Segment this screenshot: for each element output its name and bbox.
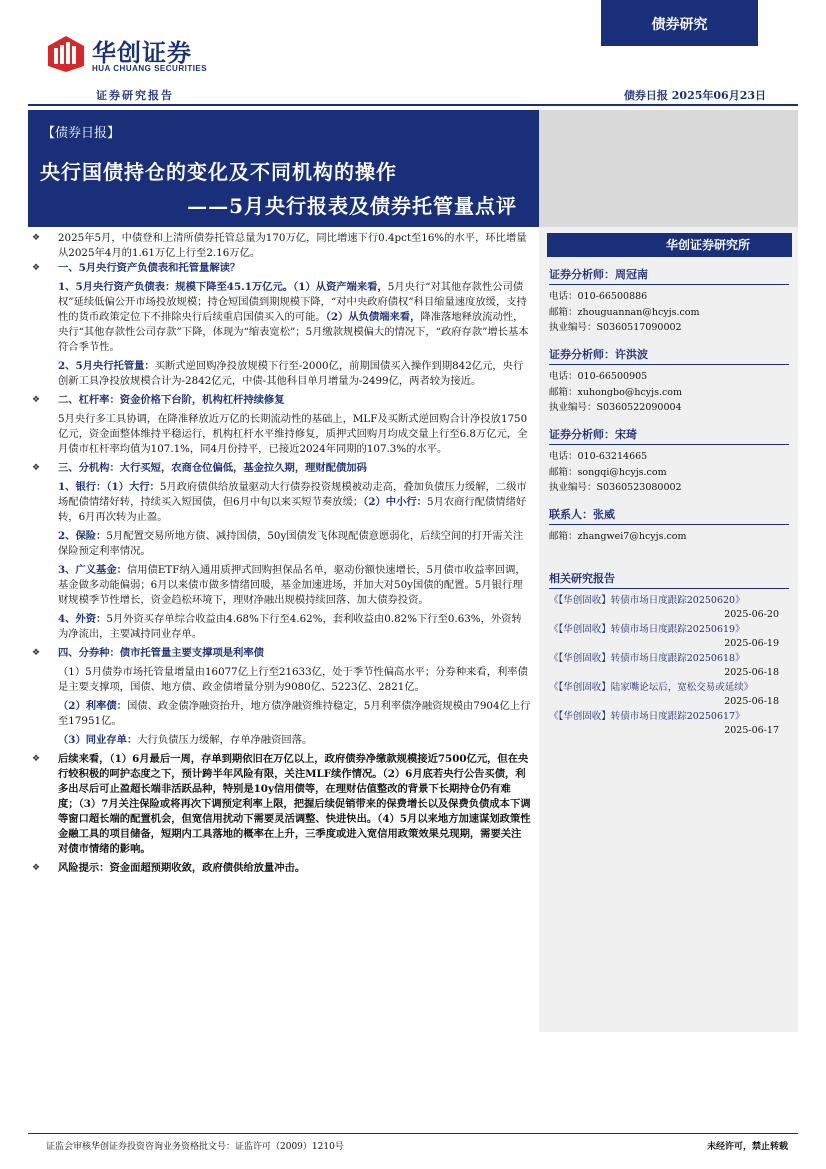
bullet-icon: ❖ bbox=[32, 263, 41, 273]
footer-license: 证监会审核华创证券投资咨询业务资格批文号：证监许可（2009）1210号 bbox=[46, 1142, 344, 1152]
contact-card: 联系人：张威 邮箱：zhangwei7@hcyjs.com bbox=[549, 506, 789, 545]
paragraph-1-2: 2、5月央行托管量：买断式逆回购净投放规模下行至-2000亿，前期国债买入操作到期842亿元，央行创新工具净投放规模合计为-2842亿元，中债-其他科目单月增量为-2499亿，两者较为接近。 bbox=[58, 360, 524, 387]
report-type-label: 证券研究报告 bbox=[96, 89, 174, 102]
paragraph-3-1: 1、银行：（1）大行：5月政府债供给放量驱动大行债券投资规模被动走高，叠加负债压力缓解，二级市场配债情绪好转，持续买入短国债，但6月中旬以来买短节奏放缓；（2）中小行：5月农商行配债情绪好转，6月再次转为止盈。 bbox=[58, 481, 527, 523]
header-rule bbox=[28, 104, 798, 106]
paragraph-2: 5月央行多工具协调，在降准释放近万亿的长期流动性的基础上，MLF及买断式逆回购合计净投放1750亿元，资金面整体维持平稳运行，机构杠杆水平维持修复，质押式回购月均成交量上行至6.8万亿元，全月债市杠杆率均值为107.1%，同4月份持平，已接近2024年同期的107.3%的水平。 bbox=[58, 413, 528, 455]
title-banner bbox=[28, 110, 539, 227]
related-report-link[interactable]: 《【华创固收】转债市场日度跟踪20250619》 bbox=[549, 624, 745, 635]
report-date-label: 债券日报 2025年06月23日 bbox=[623, 89, 766, 102]
paragraph-4-3: （3）同业存单：大行负债压力缓解，存单净融资回落。 bbox=[58, 734, 313, 746]
bullet-icon: ❖ bbox=[32, 754, 41, 764]
paragraph-3-3: 3、广义基金：信用债ETF纳入通用质押式回购担保品名单，驱动份额快速增长，5月债市收益率回调，基金做多动能偏弱；6月以来债市做多情绪回暖，基金加速进场，并加大对50y国债的配置。5月银行理财规模季节性增长，资金趋松环境下，理财净融出规模持续回落、加大债券投资。 bbox=[58, 564, 526, 606]
footer-notice: 未经许可，禁止转载 bbox=[706, 1142, 788, 1152]
related-reports: 相关研究报告 《【华创固收】转债市场日度跟踪20250620》 2025-06-20 《【华创固收】转债市场日度跟踪20250619》 2025-06-19 《【华创固收】转债市场日度跟踪20250618》 2025-06-18 《【华创固收】陆家嘴论坛后，宽松交易或延续》 2025-06-18 《【华创固收】转债市场日度跟踪20250617》 2025-06-17 bbox=[549, 570, 789, 738]
bullet-icon: ❖ bbox=[32, 233, 41, 243]
related-report-link[interactable]: 《【华创固收】陆家嘴论坛后，宽松交易或延续》 bbox=[549, 682, 754, 693]
logo-text-en: HUA CHUANG SECURITIES bbox=[92, 64, 208, 73]
banner-side-panel bbox=[539, 110, 798, 227]
bullet-icon: ❖ bbox=[32, 648, 41, 658]
section-heading-1: ❖ 一、5月央行资产负债表和托管量解读？ bbox=[32, 262, 241, 274]
outlook-paragraph: ❖ 后续来看，（1）6月最后一周，存单到期依旧在万亿以上，政府债券净缴款规模接近7500亿元，但在央行较积极的呵护态度之下，预计跨半年风险有限，关注MLF续作情况。（2）6月底若央行公告买债，利多出尽后可止盈超长端非活跃品种，特别是10y信用债等，在理财估值整改的背景下长期持仓仍有难度；（3）7月关注保险或将再次下调预定利率上限，把握后续促销带来的保费增长以及保费负债成本下调等窗口超长端的配置机会，但宽信用扰动下需要灵活调整、快进快出。（4）5月以来地方加速谋划政策性金融工具的项目储备，短期内工具落地的概率在上升，三季度或进入宽信用政策效果兑现期，需要关注对债市情绪的影响。 bbox=[32, 753, 531, 855]
analyst-email[interactable]: 邮箱：zhouguannan@hcyjs.com bbox=[549, 306, 700, 318]
paragraph-4-2: （2）利率债：国债、政金债净融资抬升，地方债净融资维持稳定，5月利率债净融资规模由7904亿上行至17951亿。 bbox=[58, 700, 531, 727]
section-heading-3: ❖ 三、分机构：大行买短，农商仓位偏低，基金拉久期，理财配债加码 bbox=[32, 462, 367, 474]
section-heading-4: ❖ 四、分券种：债市托管量主要支撑项是利率债 bbox=[32, 647, 264, 659]
analyst-email[interactable]: 邮箱：songqi@hcyjs.com bbox=[549, 466, 667, 478]
logo-text-cn: 华创证券 bbox=[92, 39, 192, 67]
company-logo-icon bbox=[46, 34, 86, 74]
bullet-icon: ❖ bbox=[32, 395, 41, 405]
related-report-link[interactable]: 《【华创固收】转债市场日度跟踪20250618》 bbox=[549, 653, 745, 664]
report-title: 央行国债持仓的变化及不同机构的操作 bbox=[40, 160, 397, 184]
analyst-email[interactable]: 邮箱：xuhongbo@hcyjs.com bbox=[549, 386, 683, 398]
report-subtitle: ——5月央行报表及债券托管量点评 bbox=[187, 194, 517, 218]
bullet-icon: ❖ bbox=[32, 863, 41, 873]
paragraph-1-1: 1、5月央行资产负债表：规模下降至45.1万亿元。（1）从资产端来看，5月央行“对其他存款性公司债权”延续低偏公开市场投放规模；持仓短国债到期规模下降，“对中央政府债权”科目缩量速度放缓，支持性的货币政策定位下不排除央行后续重启国债买入的可能。（2）从负债端来看，降准落地释放流动性，央行“其他存款性公司存款”下降，体现为“缩表宽松”；5月缴款规模偏大的情况下，“政府存款”增长基本符合季节性。 bbox=[58, 281, 529, 353]
contact-email[interactable]: 邮箱：zhangwei7@hcyjs.com bbox=[549, 531, 687, 542]
risk-warning: ❖ 风险提示：资金面超预期收敛，政府债供给放量冲击。 bbox=[32, 862, 306, 874]
paragraph-4-1: （1）5月债券市场托管量增量由16077亿上行至21633亿，处于季节性偏高水平；分券种来看，利率债是主要支撑项，国债、地方债、政金债增量分别为9080亿、5223亿、2821亿。 bbox=[58, 666, 528, 693]
report-tag: 【债券日报】 bbox=[42, 126, 121, 141]
related-report-link[interactable]: 《【华创固收】转债市场日度跟踪20250617》 bbox=[549, 711, 745, 722]
analyst-card-2: 证券分析师：许洪波 电话：010-66500905 邮箱：xuhongbo@hcyjs.com 执业编号：S0360522090004 bbox=[549, 346, 789, 416]
paragraph-3-2: 2、保险：5月配置交易所地方债、减持国债，50y国债发飞体现配债意愿弱化，后续空间的打开需关注保险预定利率情况。 bbox=[58, 530, 524, 557]
analyst-card-3: 证券分析师：宋琦 电话：010-63214665 邮箱：songqi@hcyjs.com 执业编号：S0360523080002 bbox=[549, 426, 789, 496]
institute-title: 华创证券研究所 bbox=[547, 233, 792, 257]
footer-rule bbox=[28, 1133, 798, 1134]
main-content bbox=[28, 231, 531, 876]
related-report-link[interactable]: 《【华创固收】转债市场日度跟踪20250620》 bbox=[549, 595, 745, 606]
section-tab: 债券研究 bbox=[601, 0, 758, 46]
bullet-icon: ❖ bbox=[32, 463, 41, 473]
section-heading-2: ❖ 二、杠杆率：资金价格下台阶，机构杠杆持续修复 bbox=[32, 394, 285, 406]
summary-paragraph: ❖ 2025年5月，中债登和上清所债券托管总量为170万亿，同比增速下行0.4pct至16%的水平，环比增量从2025年4月的1.61万亿上行至2.16万亿。 bbox=[32, 232, 527, 259]
paragraph-3-4: 4、外资：5月外资买存单综合收益由4.68%下行至4.62%，套利收益由0.82%下行至0.63%，外资转为净流出，主要减持同业存单。 bbox=[58, 613, 522, 640]
analyst-card-1: 证券分析师：周冠南 电话：010-66500886 邮箱：zhouguannan@hcyjs.com 执业编号：S0360517090002 bbox=[549, 266, 789, 336]
